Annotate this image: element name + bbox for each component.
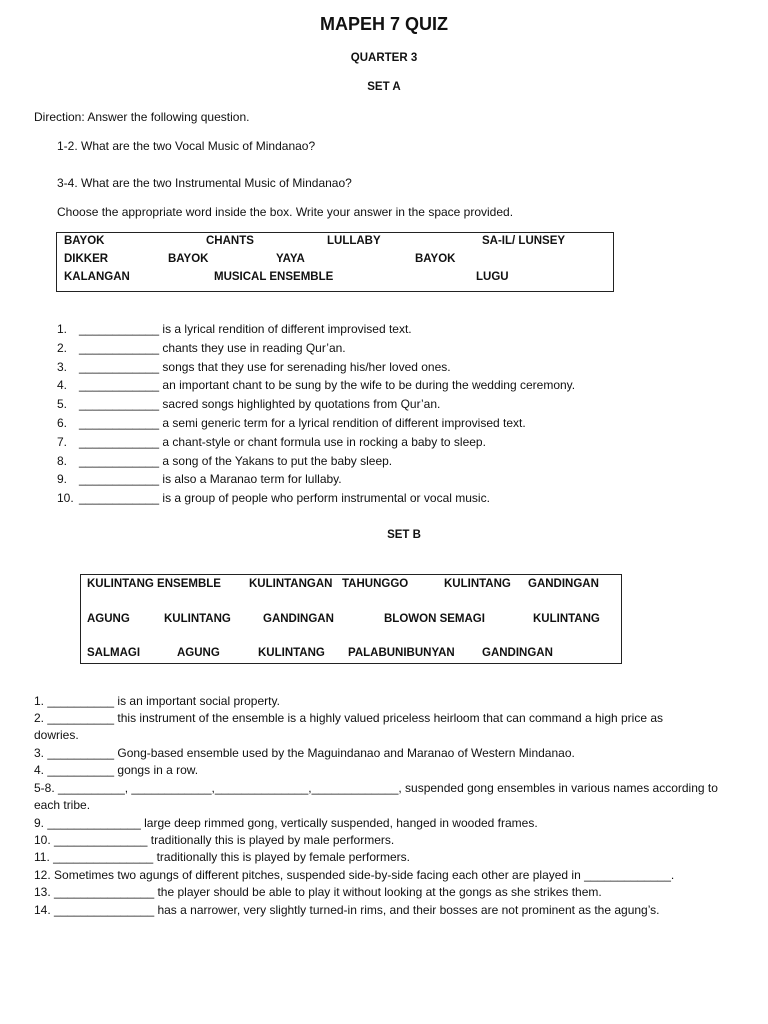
word-box-item: CHANTS [206,235,254,247]
word-box-item: GANDINGAN [263,613,334,625]
word-box-item: GANDINGAN [528,578,599,590]
word-box-item: SALMAGI [87,647,141,659]
set-b-label: SET B [387,529,421,541]
word-box-item: KULINTANGAN [249,578,333,590]
set-b-item: 9. ______________ large deep rimmed gong, vertically suspended, hanged in wooded frames. [34,816,538,830]
word-box-item: SA-IL/ LUNSEY [482,235,566,247]
set-a-item: 6. ____________ a semi generic term for a lyrical rendition of different improvised text. [57,416,526,430]
set-a-word-box [56,232,614,292]
set-a-item: 10. ____________ is a group of people who perform instrumental or vocal music. [57,491,490,505]
set-b-item: 13. _______________ the player should be able to play it without looking at the gongs as she strikes them. [34,885,602,899]
word-box-item: KULINTANG [258,647,325,659]
set-a-item: 2. ____________ chants they use in reading Qur’an. [57,341,346,355]
word-box-item: KALANGAN [64,271,130,283]
word-box-item: AGUNG [177,647,220,659]
set-b-item: 10. ______________ traditionally this is played by male performers. [34,833,395,847]
set-b-item: 5-8. __________, ____________,______________,_____________, suspended gong ensembles in various names according to [34,781,718,795]
quiz-title: MAPEH 7 QUIZ [319,14,448,34]
word-box-item: BAYOK [168,253,209,265]
word-box-item: PALABUNIBUNYAN [348,647,455,659]
word-box-item: BLOWON SEMAGI [384,613,485,625]
question-3-4: 3-4. What are the two Instrumental Music of Mindanao? [57,176,352,190]
word-box-item: YAYA [276,253,305,265]
set-b-item: each tribe. [34,798,91,812]
word-box-item: KULINTANG [444,578,511,590]
quarter-label: QUARTER 3 [350,52,418,64]
word-box-item: LULLABY [327,235,381,247]
set-a-item: 1. ____________ is a lyrical rendition of different improvised text. [57,322,412,336]
word-box-item: KULINTANG [164,613,231,625]
word-box-item: GANDINGAN [482,647,553,659]
word-box-item: KULINTANG ENSEMBLE [87,578,221,590]
set-a-item: 9. ____________ is also a Maranao term for lullaby. [57,472,342,486]
set-b-item: dowries. [34,728,79,742]
set-b-item: 11. _______________ traditionally this is played by female performers. [34,850,411,864]
direction-text: Direction: Answer the following question. [34,110,250,124]
word-box-item: DIKKER [64,253,109,265]
word-box-item: TAHUNGGO [342,578,409,590]
set-a-item: 7. ____________ a chant-style or chant formula use in rocking a baby to sleep. [57,435,486,449]
set-b-item: 4. __________ gongs in a row. [34,763,199,777]
word-box-item: LUGU [476,271,509,283]
set-a-item: 5. ____________ sacred songs highlighted by quotations from Qur’an. [57,397,441,411]
set-a-item: 3. ____________ songs that they use for serenading his/her loved ones. [57,360,451,374]
word-box-item: KULINTANG [533,613,600,625]
set-b-item: 3. __________ Gong-based ensemble used by the Maguindanao and Maranao of Western Mindanao. [34,746,575,760]
word-box-item: BAYOK [64,235,105,247]
set-a-item: 4. ____________ an important chant to be sung by the wife to be during the wedding ceremony. [57,378,576,392]
question-1-2: 1-2. What are the two Vocal Music of Mindanao? [57,139,316,153]
set-b-item: 12. Sometimes two agungs of different pitches, suspended side-by-side facing each other are played in _____________. [34,868,675,882]
set-a-label: SET A [367,81,401,93]
word-box-item: BAYOK [415,253,456,265]
set-a-item: 8. ____________ a song of the Yakans to put the baby sleep. [57,454,393,468]
set-b-item: 2. __________ this instrument of the ensemble is a highly valued priceless heirloom that can command a high price as [34,711,664,725]
word-box-item: MUSICAL ENSEMBLE [214,271,334,283]
set-b-word-box [80,574,622,664]
set-b-item: 1. __________ is an important social property. [34,694,280,708]
set-b-item: 14. _______________ has a narrower, very slightly turned-in rims, and their bosses are not prominent as the agung’s. [34,903,660,917]
word-box-item: AGUNG [87,613,130,625]
instruction-text: Choose the appropriate word inside the box. Write your answer in the space provided. [57,205,514,219]
